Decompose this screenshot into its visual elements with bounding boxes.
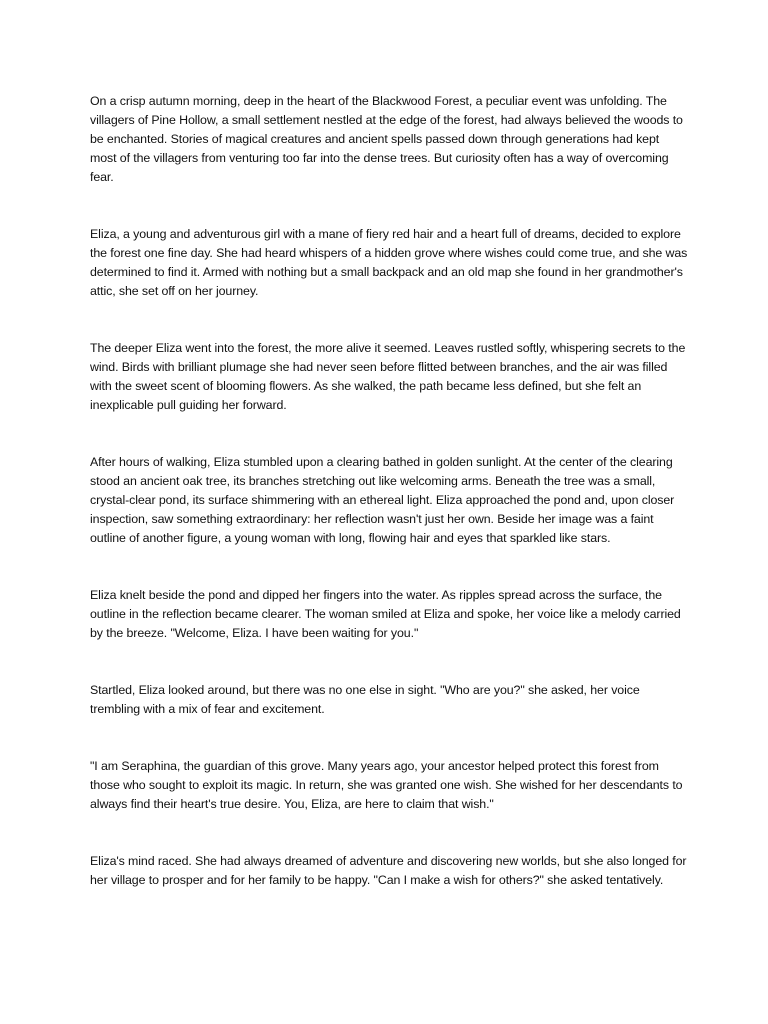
paragraph-6: Startled, Eliza looked around, but there was no one else in sight. "Who are you?" she asked, her voice trembling with a mix of fear and excitement.	[90, 683, 640, 716]
paragraph-5: Eliza knelt beside the pond and dipped her fingers into the water. As ripples spread across the surface, the outline in the reflection became clearer. The woman smiled at Eliza and spoke, her voice like a melody carried by the breeze. "Welcome, Eliza. I have been waiting for you."	[90, 588, 681, 640]
paragraph-1: On a crisp autumn morning, deep in the heart of the Blackwood Forest, a peculiar event was unfolding. The villagers of Pine Hollow, a small settlement nestled at the edge of the forest, had always believed the woods to be enchanted. Stories of magical creatures and ancient spells passed down through generations had kept most of the villagers from venturing too far into the dense trees. But curiosity often has a way of overcoming fear.	[90, 94, 683, 184]
paragraph-7: "I am Seraphina, the guardian of this grove. Many years ago, your ancestor helped protect this forest from those who sought to exploit its magic. In return, she was granted one wish. She wished for her descendants to always find their heart's true desire. You, Eliza, are here to claim that wish."	[90, 759, 683, 811]
paragraph-3: The deeper Eliza went into the forest, the more alive it seemed. Leaves rustled softly, whispering secrets to the wind. Birds with brilliant plumage she had never seen before flitted between branches, and the air was filled with the sweet scent of blooming flowers. As she walked, the path became less defined, but she felt an inexplicable pull guiding her forward.	[90, 341, 686, 412]
story-body	[90, 92, 688, 928]
paragraph-8: Eliza's mind raced. She had always dreamed of adventure and discovering new worlds, but she also longed for her village to prosper and for her family to be happy. "Can I make a wish for others?" she asked tentatively.	[90, 854, 687, 887]
paragraph-2: Eliza, a young and adventurous girl with a mane of fiery red hair and a heart full of dreams, decided to explore the forest one fine day. She had heard whispers of a hidden grove where wishes could come true, and she was determined to find it. Armed with nothing but a small backpack and an old map she found in her grandmother's attic, she set off on her journey.	[90, 227, 688, 298]
paragraph-4: After hours of walking, Eliza stumbled upon a clearing bathed in golden sunlight. At the center of the clearing stood an ancient oak tree, its branches stretching out like welcoming arms. Beneath the tree was a small, crystal-clear pond, its surface shimmering with an ethereal light. Eliza approached the pond and, upon closer inspection, saw something extraordinary: her reflection wasn't just her own. Beside her image was a faint outline of another figure, a young woman with long, flowing hair and eyes that sparkled like stars.	[90, 455, 675, 545]
